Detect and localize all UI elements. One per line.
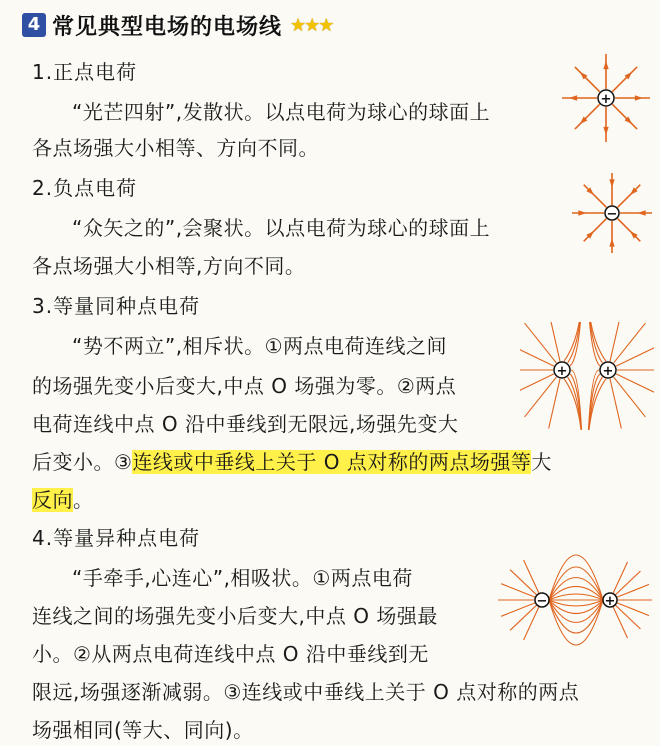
positive-field-ray-arrow bbox=[635, 95, 643, 100]
positive-charge-field-diagram bbox=[558, 52, 654, 148]
like-field-line bbox=[614, 377, 646, 417]
negative-charge-field-diagram bbox=[570, 170, 654, 256]
positive-field-ray-arrow bbox=[603, 127, 608, 135]
like-charge-left-symbol: + bbox=[556, 364, 568, 379]
positive-field-ray-line bbox=[575, 104, 600, 129]
like-field-line bbox=[616, 344, 654, 366]
unlike-field-ray-left bbox=[510, 570, 537, 595]
negative-field-ray-line bbox=[584, 219, 607, 242]
like-charges-desc-line2: 的场强先变小后变大,中点 O 场强为零。②两点 bbox=[32, 374, 457, 398]
positive-field-ray-line bbox=[575, 67, 600, 92]
unlike-field-arc bbox=[549, 567, 603, 600]
positive-charge-symbol: + bbox=[600, 92, 612, 107]
unlike-field-arc bbox=[549, 600, 603, 606]
unlike-field-ray-right bbox=[617, 603, 650, 616]
unlike-charge-left-symbol: − bbox=[536, 594, 548, 609]
positive-field-ray-arrow bbox=[569, 95, 577, 100]
unlike-charges-desc-line1: “手牵手,心连心”,相吸状。①两点电荷 bbox=[72, 566, 413, 590]
unlike-field-ray-left bbox=[501, 584, 535, 598]
negative-field-ray-arrow bbox=[578, 210, 586, 215]
unlike-field-ray-right bbox=[613, 606, 628, 638]
like-charges-desc-line4-end: 大 bbox=[531, 450, 552, 474]
like-field-line bbox=[520, 344, 554, 366]
like-charges-desc-line4-start: 后变小。③ bbox=[32, 450, 133, 474]
unlike-field-ray-right bbox=[615, 605, 640, 629]
negative-charge-symbol: − bbox=[606, 207, 618, 222]
like-field-line bbox=[610, 379, 621, 429]
section-header bbox=[22, 10, 332, 40]
unlike-charges-title: 4.等量异种点电荷 bbox=[32, 526, 201, 550]
negative-field-ray-arrow bbox=[638, 210, 646, 215]
unlike-field-ray-right bbox=[613, 562, 628, 594]
positive-charge-title: 1.正点电荷 bbox=[32, 60, 138, 84]
unlike-field-ray-left bbox=[501, 603, 535, 617]
like-charge-right-symbol: + bbox=[602, 364, 614, 379]
section-number-badge: 4 bbox=[22, 13, 46, 37]
like-charges-desc-line5-period: 。 bbox=[73, 488, 94, 512]
like-field-line bbox=[616, 374, 654, 396]
positive-field-ray-arrow bbox=[603, 61, 608, 69]
unlike-field-ray-left bbox=[524, 606, 539, 640]
positive-charge-desc-line1: “光芒四射”,发散状。以点电荷为球心的球面上 bbox=[72, 100, 491, 124]
positive-field-ray-line bbox=[612, 104, 637, 129]
like-charges-field-diagram bbox=[520, 322, 654, 430]
positive-field-ray-line bbox=[612, 67, 637, 92]
section-title: 常见典型电场的电场线 bbox=[52, 14, 283, 40]
difficulty-stars: ★★★ bbox=[290, 14, 333, 36]
like-field-line bbox=[520, 374, 554, 396]
like-charges-desc-line3: 电荷连线中点 O 沿中垂线到无限远,场强先变大 bbox=[32, 412, 459, 436]
like-charges-desc-line4 bbox=[32, 446, 552, 475]
negative-field-ray-line bbox=[618, 185, 641, 208]
negative-field-ray-line bbox=[618, 219, 641, 242]
unlike-charges-desc-line4: 限远,场强逐渐减弱。③连线或中垂线上关于 O 点对称的两点 bbox=[32, 680, 580, 704]
unlike-charge-right-symbol: + bbox=[604, 594, 616, 609]
like-charges-desc-line1: “势不两立”,相斥状。①两点电荷连线之间 bbox=[72, 334, 448, 358]
unlike-field-ray-right bbox=[615, 571, 640, 595]
unlike-charges-desc-line2: 连线之间的场强先变小后变大,中点 O 场强最 bbox=[32, 604, 438, 628]
negative-field-ray-arrow bbox=[609, 179, 614, 187]
like-charges-desc-line5 bbox=[32, 484, 94, 513]
unlike-field-ray-left bbox=[524, 560, 539, 594]
like-charges-title: 3.等量同种点电荷 bbox=[32, 294, 201, 318]
like-field-line bbox=[525, 377, 557, 417]
highlighted-conclusion: 连线或中垂线上关于 O 点对称的两点场强等 bbox=[132, 450, 532, 474]
unlike-charges-desc-line5: 场强相同(等大、同向)。 bbox=[32, 718, 254, 742]
unlike-field-ray-left bbox=[510, 605, 537, 630]
unlike-field-ray-right bbox=[617, 584, 650, 597]
unlike-field-arc bbox=[549, 600, 603, 633]
negative-charge-title: 2.负点电荷 bbox=[32, 176, 138, 200]
unlike-field-arc bbox=[549, 594, 603, 600]
highlighted-conclusion-end: 反向 bbox=[32, 488, 73, 512]
like-field-line bbox=[549, 379, 560, 429]
unlike-charges-field-diagram bbox=[496, 552, 654, 652]
negative-charge-desc-line2: 各点场强大小相等,方向不同。 bbox=[32, 254, 306, 278]
negative-field-ray-arrow bbox=[609, 239, 614, 247]
like-field-line bbox=[525, 323, 557, 363]
positive-charge-desc-line2: 各点场强大小相等、方向不同。 bbox=[32, 136, 319, 160]
negative-field-ray-line bbox=[584, 185, 607, 208]
unlike-charges-desc-line3: 小。②从两点电荷连线中点 O 沿中垂线到无 bbox=[32, 642, 429, 666]
negative-charge-desc-line1: “众矢之的”,会聚状。以点电荷为球心的球面上 bbox=[72, 216, 491, 240]
like-field-line bbox=[614, 323, 646, 363]
